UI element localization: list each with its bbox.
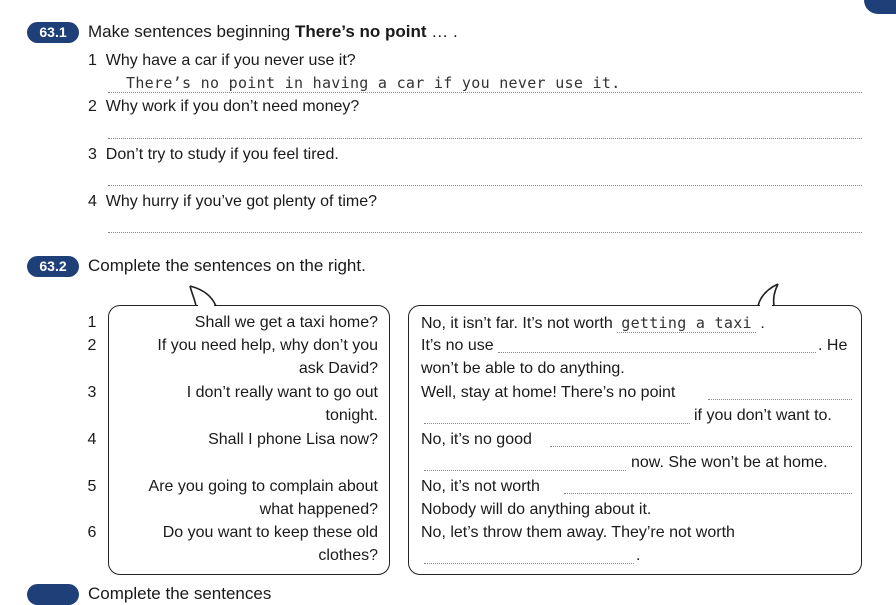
right-sentence-5-cont: Nobody will do anything about it. [421,501,652,518]
answer-line[interactable] [550,446,852,447]
question-number: 2 [88,98,97,115]
right-sentence-6: No, let’s throw them away. They’re not worth [421,524,735,541]
item-number: 4 [87,431,97,448]
exercise-number-badge: 63.1 [27,22,79,43]
exercise-number-badge: 63.2 [27,256,79,277]
item-number: 1 [87,314,97,331]
left-sentence-cont: tonight. [325,407,378,424]
heading-bold-text: There’s no point [294,22,427,41]
answer-1: There’s no point in having a car if you never use it. [126,74,621,92]
sentence-end: . [760,315,765,332]
tail-gap-left [198,304,214,308]
sentence-text: No, it isn’t far. It’s not worth [421,315,613,332]
left-sentence: Are you going to complain about [148,478,378,495]
answer-line[interactable] [424,470,626,471]
right-sentence-5: No, it’s not worth [421,478,540,495]
item-number: 3 [87,384,97,401]
answer-line[interactable] [424,563,634,564]
left-sentence-cont: ask David? [298,360,378,377]
right-sentence-2-cont: won’t be able to do anything. [421,360,625,377]
sentence-end: . He [818,337,848,354]
exercise-heading: Complete the sentences on the right. [88,256,366,275]
question-number: 1 [88,52,97,69]
right-sentence-1 [421,314,765,333]
question-number: 4 [88,193,97,210]
answer-line[interactable] [498,352,816,353]
left-sentence: I don’t really want to go out [186,384,378,401]
exercise-heading-partial: Complete the sentences [88,584,272,603]
question-text: Why have a car if you never use it? [105,52,356,69]
heading-suffix: … . [426,22,458,41]
question-number: 3 [88,146,97,163]
question-text: Don’t try to study if you feel tired. [105,146,339,163]
left-sentence-cont: clothes? [318,547,378,564]
exercise-number-badge-partial [27,584,79,605]
right-sentence-4-cont: now. She won’t be at home. [631,454,828,471]
left-sentence: Shall I phone Lisa now? [208,431,378,448]
answer-line[interactable] [424,423,690,424]
sentence-text: It’s no use [421,337,494,354]
handwritten-answer: getting a taxi [617,314,756,333]
left-sentence-cont: what happened? [259,501,378,518]
question-text: Why hurry if you’ve got plenty of time? [105,193,378,210]
heading-text: Make sentences beginning [88,22,295,41]
item-number: 2 [87,337,97,354]
left-sentence: Shall we get a taxi home? [194,314,378,331]
item-number: 6 [87,524,97,541]
item-number: 5 [87,478,97,495]
answer-line[interactable] [564,493,852,494]
question-text: Why work if you don’t need money? [105,98,360,115]
left-sentence: Do you want to keep these old [162,524,378,541]
right-sentence-2 [421,337,494,355]
right-sentence-3-cont: if you don’t want to. [694,407,832,424]
right-sentence-3: Well, stay at home! There’s no point [421,384,676,401]
sentence-end: . [636,547,641,564]
left-sentence: If you need help, why don’t you [157,337,378,354]
tail-gap-right [760,304,772,308]
answer-line[interactable] [708,399,852,400]
right-sentence-4: No, it’s no good [421,431,532,448]
